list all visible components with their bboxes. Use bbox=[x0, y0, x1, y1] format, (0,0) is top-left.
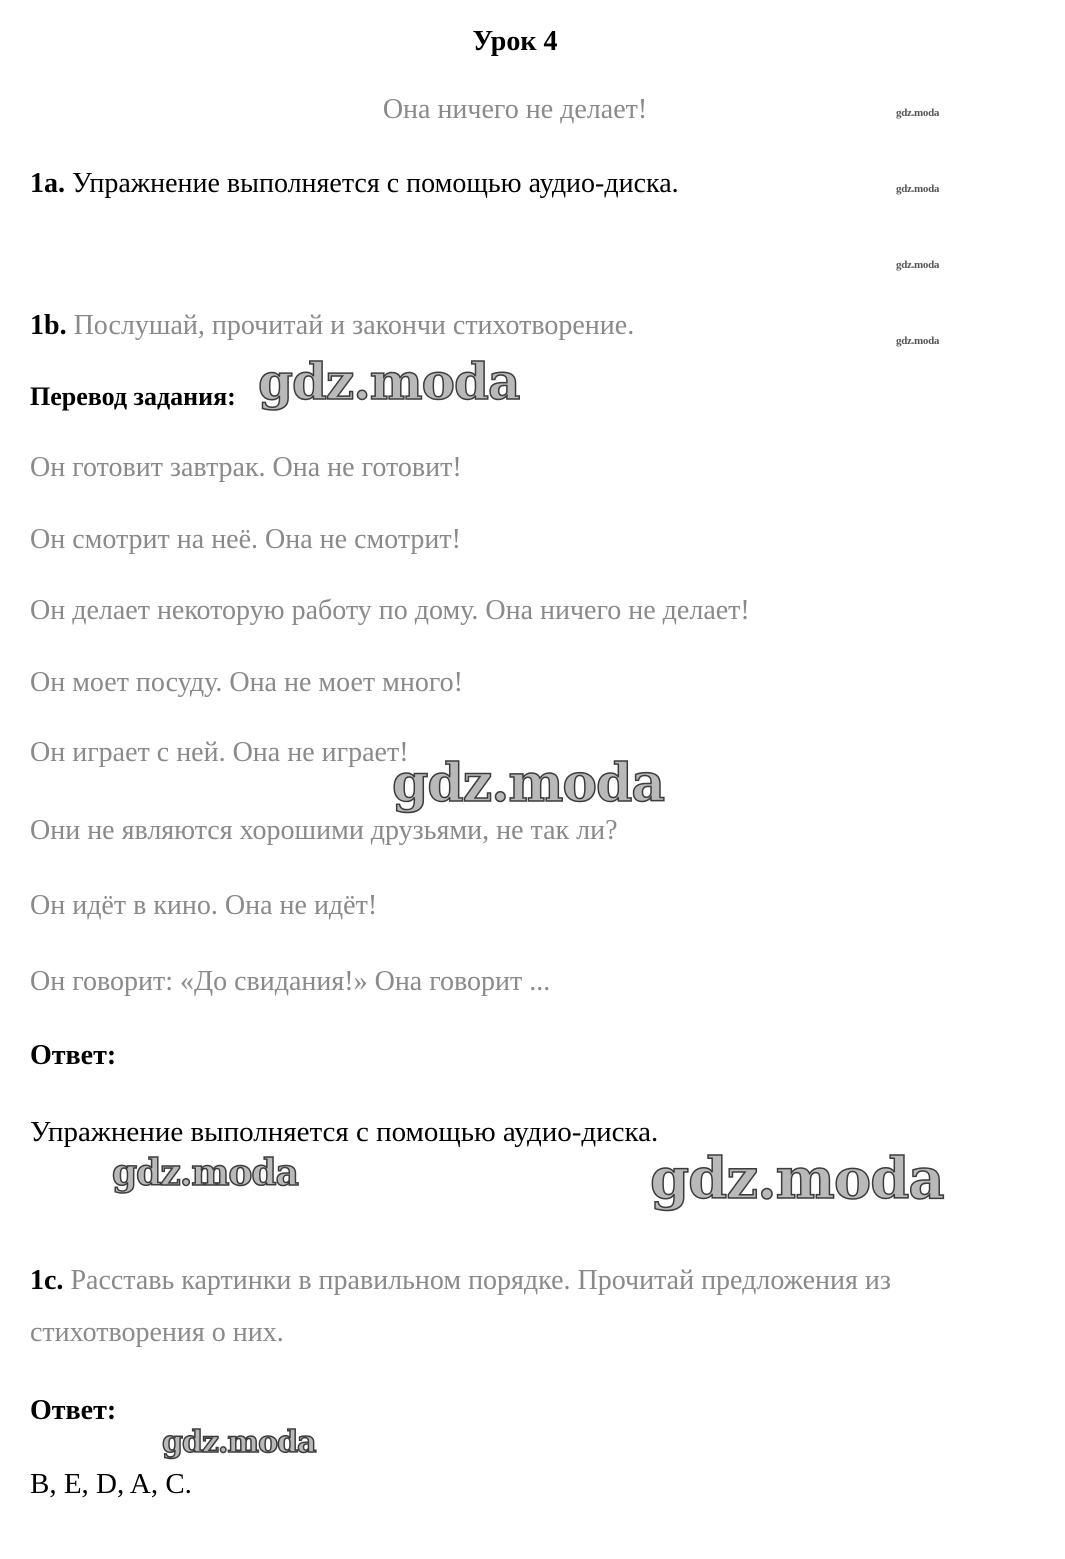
lesson-title: Урок 4 bbox=[472, 26, 558, 57]
watermark-large bbox=[392, 753, 664, 814]
answer-text: Упражнение выполняется с помощью аудио-диска. bbox=[30, 1116, 659, 1148]
watermark-large bbox=[162, 1425, 316, 1460]
translation-label: Перевод задания: bbox=[30, 382, 236, 411]
task-1a-number: 1a. bbox=[30, 168, 65, 199]
poem-line: Он идёт в кино. Она не идёт! bbox=[30, 890, 378, 921]
task-1a bbox=[30, 168, 679, 200]
watermark-text: gdz.moda bbox=[112, 1152, 298, 1194]
poem-line: Он моет посуду. Она не моет много! bbox=[30, 667, 463, 698]
task-1b-number: 1b. bbox=[30, 310, 67, 341]
poem-line: Он смотрит на неё. Она не смотрит! bbox=[30, 524, 461, 555]
watermark-small: gdz.moda bbox=[896, 335, 940, 347]
lesson-subtitle: Она ничего не делает! bbox=[382, 94, 648, 125]
poem-line: Он делает некоторую работу по дому. Она ничего не делает! bbox=[30, 595, 750, 626]
poem-line: Он готовит завтрак. Она не готовит! bbox=[30, 452, 462, 483]
answer-text: B, E, D, A, C. bbox=[30, 1468, 192, 1500]
watermark-text: gdz.moda bbox=[258, 352, 520, 411]
task-1c-text-line2: стихотворения о них. bbox=[30, 1317, 284, 1348]
task-1c-number: 1c. bbox=[30, 1265, 64, 1296]
task-1b-text: Послушай, прочитай и закончи стихотворение. bbox=[73, 310, 635, 341]
watermark-large bbox=[258, 352, 519, 411]
poem-line: Он играет с ней. Она не играет! bbox=[30, 737, 409, 768]
watermark-large bbox=[112, 1152, 298, 1194]
watermark-small: gdz.moda bbox=[896, 107, 940, 119]
answer-label: Ответ: bbox=[30, 1395, 117, 1426]
task-1a-text: Упражнение выполняется с помощью аудио-диска. bbox=[72, 168, 679, 199]
task-1b bbox=[30, 310, 634, 342]
watermark-large bbox=[650, 1146, 944, 1212]
poem-line: Они не являются хорошими друзьями, не так ли? bbox=[30, 815, 618, 846]
poem-line: Он говорит: «До свидания!» Она говорит ... bbox=[30, 966, 551, 997]
watermark-small: gdz.moda bbox=[896, 183, 940, 195]
answer-label: Ответ: bbox=[30, 1040, 117, 1071]
watermark-text: gdz.moda bbox=[392, 753, 665, 814]
task-1c bbox=[30, 1265, 891, 1297]
watermark-text: gdz.moda bbox=[162, 1425, 316, 1460]
watermark-small: gdz.moda bbox=[896, 259, 940, 271]
watermark-text: gdz.moda bbox=[650, 1146, 944, 1212]
task-1c-text-line1: Расставь картинки в правильном порядке. Прочитай предложения из bbox=[70, 1265, 891, 1296]
